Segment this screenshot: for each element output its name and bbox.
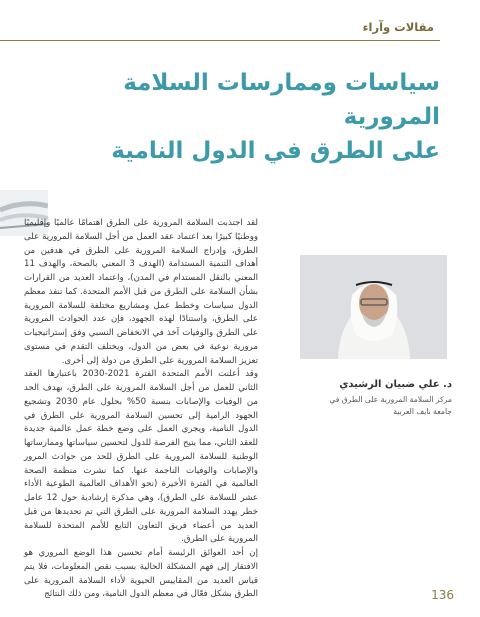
article-body (24, 217, 258, 602)
author-role-line-1: مركز السلامة المرورية على الطرق في (329, 395, 452, 404)
author-role-line-2: جامعة نايف العربية (393, 407, 452, 416)
title-line-2: على الطرق في الدول النامية (111, 138, 440, 164)
header-divider (0, 40, 440, 41)
paragraph-1: لقد اجتذبت السلامة المرورية على الطرق اهتمامًا عالميًا وإقليميًا ووطنيًا كبيرًا بعد اعتماد عقد العمل من أجل السلامة المرورية على الطرق، وإدراج السلامة المرورية على الطرق في هدفين من أهداف التنمية المستدامة (الهدف 3 المعني بالصحة، والهدف 11 المعني بالنقل المستدام في المدن)، واعتماد العديد من القرارات بشأن السلامة على الطرق من قبل الأمم المتحدة. كما تنفذ معظم الدول سياسات وخطط عمل ومشاريع مختلفة للسلامة المرورية على الطرق، واستنادًا لهذه الجهود، فإن عدد الحوادث المرورية على الطرق والوفيات آخذ في الانخفاض النسبي وفق إستراتيجيات مرورية نوعية في بعض من الدول، ويختلف التقدم في مستوى تعزيز السلامة المرورية على الطرق من دولة إلى أخرى. (24, 218, 258, 366)
author-photo (300, 255, 447, 359)
author-affiliation (272, 394, 452, 418)
section-label: مقالات وآراء (362, 20, 434, 34)
paragraph-3: إن أحد العوائق الرئيسة أمام تحسين هذا الوضع المروري هو الافتقار إلى فهم المشكلة الحالية بسبب نقص المعلومات، فلا يتم قياس العديد من المقاييس الحيوية لأداء السلامة المرورية على الطرق بشكل فعّال في معظم الدول النامية، ومن ذلك النتائج (24, 548, 258, 600)
author-name: د. علي ضبيان الرشيدي (339, 379, 452, 390)
article-title (20, 66, 440, 168)
title-line-1: سياسات وممارسات السلامة المرورية (123, 70, 440, 130)
author-caption (272, 378, 452, 418)
page-number: 136 (431, 588, 454, 602)
paragraph-2: وقد أعلنت الأمم المتحدة الفترة 2021-2030 باعتبارها العقد الثاني للعمل من أجل السلامة المرورية على الطرق، بهدف الحد من الوفيات والإصابات بنسبة 50% بحلول عام 2030 وتشجيع الجهود الرامية إلى تحسين السلامة المرورية على الطرق في الدول النامية، ويجري العمل على وضع خطة عمل عالمية جديدة للعقد الثاني، مما يتيح الفرصة للدول لتحسين سياساتها وممارساتها الوطنية للسلامة المرورية على الطرق للحد من حوادث المرور والإصابات والوفيات الناجمة عنها. كما نشرت منظمة الصحة العالمية في الفترة الأخيرة (نحو الأهداف العالمية الطوعية الأداء عشر للسلامة على الطرق)، وهي مذكرة إرشادية حول 12 عامل خطر يهدد السلامة المرورية على الطرق التي تم تحديدها من قبل العديد من أعضاء فريق التعاون التابع للأمم المتحدة للسلامة المرورية على الطرق. (24, 369, 259, 545)
